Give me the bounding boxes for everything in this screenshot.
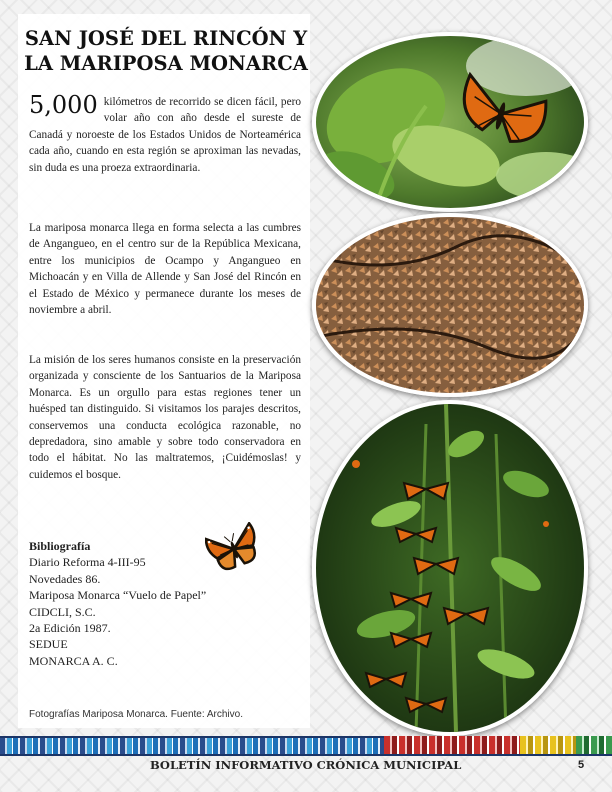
- article-title: [22, 26, 310, 76]
- paragraph-mission: La misión de los seres humanos consiste en la preservación organizada y consciente de los Santuarios de la Mariposa Monarca. Es un orgullo para estas regiones tener un huésped tan distinguido. Si visitamos los parajes descritos, conservemos una conducta ecológica razonable, no depredadora, sino amable y sobre todo conservadora en todo el hábitat. No las maltratemos, ¡Cuidémoslas! y cuidemos el bosque.: [29, 354, 301, 481]
- photo-monarchs-on-plants: [312, 400, 588, 736]
- monarch-butterfly-illustration: [205, 522, 263, 576]
- photo-caption: Fotografías Mariposa Monarca. Fuente: Archivo.: [29, 709, 243, 720]
- bibliography-item: Mariposa Monarca “Vuelo de Papel”: [29, 588, 207, 603]
- border-segment-yellow: [520, 736, 576, 756]
- bibliography-item: 2a Edición 1987.: [29, 621, 111, 636]
- decorative-border: [0, 736, 612, 756]
- bibliography-item: Novedades 86.: [29, 571, 101, 586]
- border-segment-red: [384, 736, 520, 756]
- title-line-2: LA MARIPOSA MONARCA: [24, 52, 308, 75]
- photo-butterfly-on-leaves: [312, 32, 588, 212]
- page-number: 5: [578, 759, 585, 771]
- bibliography-item: MONARCA A. C.: [29, 653, 118, 668]
- drop-cap-number: 5,000: [29, 91, 98, 119]
- bibliography-heading: Bibliografía: [29, 539, 91, 553]
- border-segment-green: [576, 736, 612, 756]
- paragraph-arrival: La mariposa monarca llega en forma selecta a las cumbres de Angangueo, en el centro sur de la República Mexicana, entre los municipios de Ocampo y Angangueo en Michoacán y en Villa de Allende y San José del Rincón en el Estado de México y permanece durante los meses de noviembre a abril.: [29, 222, 301, 317]
- bibliography-item: SEDUE: [29, 637, 68, 652]
- paragraph-intro: [29, 91, 301, 176]
- bibliography-item: CIDCLI, S.C.: [29, 604, 96, 619]
- title-line-1: SAN JOSÉ DEL RINCÓN Y: [24, 27, 308, 50]
- bibliography-item: Diario Reforma 4-III-95: [29, 555, 146, 570]
- footer-title: BOLETÍN INFORMATIVO CRÓNICA MUNICIPAL: [150, 758, 462, 772]
- photo-monarch-cluster: [312, 213, 588, 397]
- paragraph-intro-text: kilómetros de recorrido se dicen fácil, pero volar año con año desde el sureste de Canadá y noroeste de los Estados Unidos de Norteamérica cada año, cuando en esta región se aproximan las nevadas, sin duda es una proeza extraordinaria.: [29, 96, 301, 174]
